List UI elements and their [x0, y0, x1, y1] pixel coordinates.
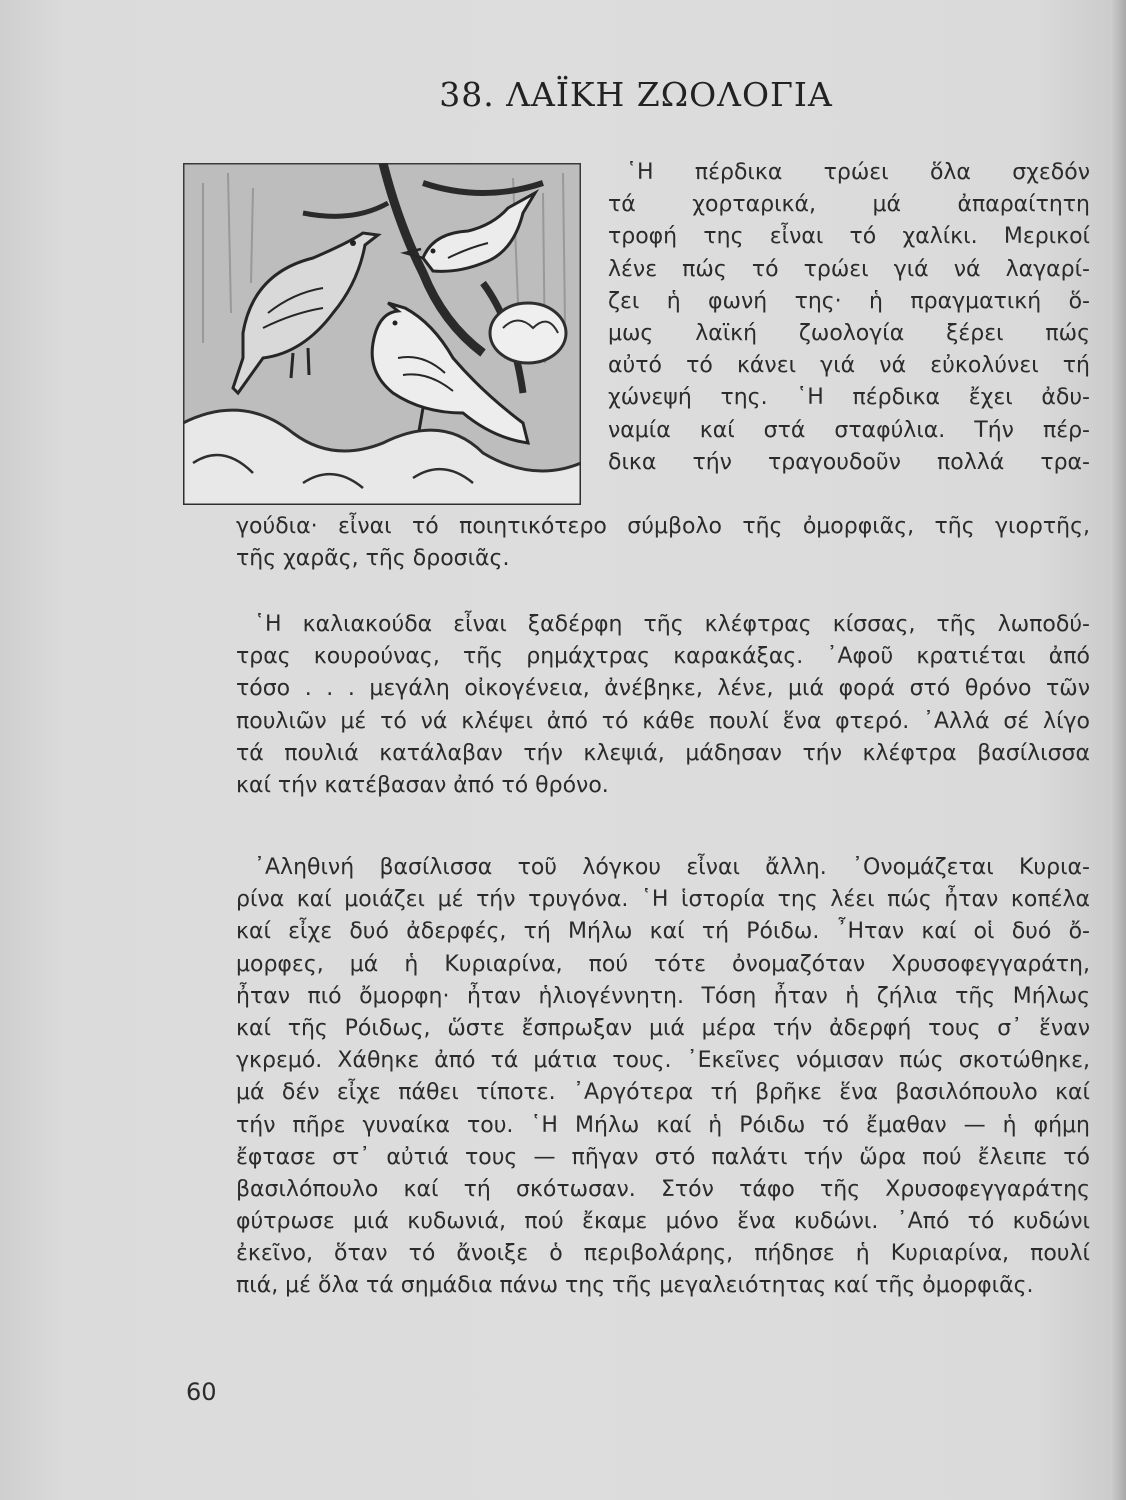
- text-line: δικα τήν τραγουδοῦν πολλά τρα-: [608, 449, 1090, 475]
- paragraph-kyriarina: [236, 852, 1090, 1303]
- chapter-title: 38. ΛΑΪΚΗ ΖΩΟΛΟΓΙΑ: [439, 75, 833, 114]
- text-line: λένε πώς τό τρώει γιά νά λαγαρί-: [608, 256, 1090, 282]
- text-line: χώνεψή της. ῾Η πέρδικα ἔχει ἀδυ-: [608, 385, 1090, 411]
- text-line: τροφή της εἶναι τό χαλίκι. Μερικοί: [608, 224, 1090, 250]
- text-line: καί εἶχε δυό ἀδερφές, τή Μήλω καί τή Ρόιδω. ῏Ηταν καί οἱ δυό ὄ-: [236, 919, 1090, 945]
- text-line: γούδια· εἶναι τό ποιητικότερο σύμβολο τῆς ὀμορφιᾶς, τῆς γιορτῆς,: [236, 514, 1090, 539]
- text-line: μορφες, μά ἡ Κυριαρίνα, πού τότε ὀνομαζόταν Χρυσοφεγγαράτη,: [236, 951, 1090, 977]
- paragraph-partridge-continued: [236, 511, 1090, 575]
- text-line: ἐκεῖνο, ὅταν τό ἄνοιξε ὁ περιβολάρης, πήδησε ἡ Κυριαρίνα, πουλί: [236, 1241, 1090, 1267]
- text-line: βασιλόπουλο καί τή σκότωσαν. Στόν τάφο τῆς Χρυσοφεγγαράτης: [236, 1176, 1090, 1202]
- paragraph-jackdaw: [236, 609, 1090, 802]
- text-line: αὐτό τό κάνει γιά νά εὐκολύνει τή: [608, 353, 1090, 379]
- page-number: 60: [186, 1378, 217, 1406]
- text-line: ρίνα καί μοιάζει μέ τήν τρυγόνα. ῾Η ἱστορία της λέει πώς ἦταν κοπέλα: [236, 887, 1090, 913]
- text-line: πιά, μέ ὅλα τά σημάδια πάνω της τῆς μεγαλειότητας καί τῆς ὀμορφιᾶς.: [236, 1273, 1034, 1299]
- text-line: ῾Η πέρδικα τρώει ὅλα σχεδόν: [626, 160, 1090, 185]
- text-line: μως λαϊκή ζωολογία ξέρει πώς: [608, 320, 1090, 346]
- text-line: καί τήν κατέβασαν ἀπό τό θρόνο.: [236, 772, 609, 798]
- text-line: τά πουλιά κατάλαβαν τήν κλεψιά, μάδησαν τήν κλέφτρα βασίλισσα: [236, 740, 1090, 766]
- text-line: ναμία καί στά σταφύλια. Τήν πέρ-: [608, 417, 1090, 443]
- paragraph-partridge: [608, 157, 1090, 479]
- text-line: φύτρωσε μιά κυδωνιά, πού ἔκαμε μόνο ἕνα κυδώνι. ᾿Από τό κυδώνι: [236, 1209, 1090, 1235]
- text-line: τά χορταρικά, μά ἀπαραίτητη: [608, 192, 1090, 218]
- text-line: πουλιῶν μέ τό νά κλέψει ἀπό τό κάθε πουλί ἕνα φτερό. ᾿Αλλά σέ λίγο: [236, 708, 1090, 734]
- text-line: τήν πῆρε γυναίκα του. ῾Η Μήλω καί ἡ Ρόιδω τό ἔμαθαν — ἡ φήμη: [236, 1112, 1090, 1138]
- text-line: μά δέν εἶχε πάθει τίποτε. ᾿Αργότερα τή βρῆκε ἕνα βασιλόπουλο καί: [236, 1080, 1090, 1106]
- text-line: ῾Η καλιακούδα εἶναι ξαδέρφη τῆς κλέφτρας κίσσας, τῆς λωποδύ-: [254, 612, 1090, 637]
- text-line: ᾿Αληθινή βασίλισσα τοῦ λόγκου εἶναι ἄλλη. ᾿Ονομάζεται Κυρια-: [254, 855, 1090, 880]
- birds-woodcut-illustration: [183, 163, 581, 505]
- text-line: ἦταν πιό ὄμορφη· ἦταν ἡλιογέννητη. Τόση ἦταν ἡ ζήλια τῆς Μήλως: [236, 983, 1090, 1009]
- text-line: ζει ἡ φωνή της· ἡ πραγματική ὅ-: [608, 288, 1090, 314]
- text-line: τῆς χαρᾶς, τῆς δροσιᾶς.: [236, 546, 510, 572]
- text-line: τρας κουρούνας, τῆς ρημάχτρας καρακάξας. ᾿Αφοῦ κρατιέται ἀπό: [236, 644, 1090, 670]
- text-line: γκρεμό. Χάθηκε ἀπό τά μάτια τους. ᾿Εκεῖνες νόμισαν πώς σκοτώθηκε,: [236, 1048, 1090, 1074]
- page-edge-shadow: [1110, 0, 1126, 1500]
- text-line: τόσο . . . μεγάλη οἰκογένεια, ἀνέβηκε, λένε, μιά φορά στό θρόνο τῶν: [236, 676, 1090, 702]
- text-line: καί τῆς Ρόιδως, ὥστε ἔσπρωξαν μιά μέρα τήν ἀδερφή τους σ᾿ ἕναν: [236, 1015, 1090, 1041]
- text-line: ἔφτασε στ᾿ αὐτιά τους — πῆγαν στό παλάτι τήν ὥρα πού ἔλειπε τό: [236, 1144, 1090, 1170]
